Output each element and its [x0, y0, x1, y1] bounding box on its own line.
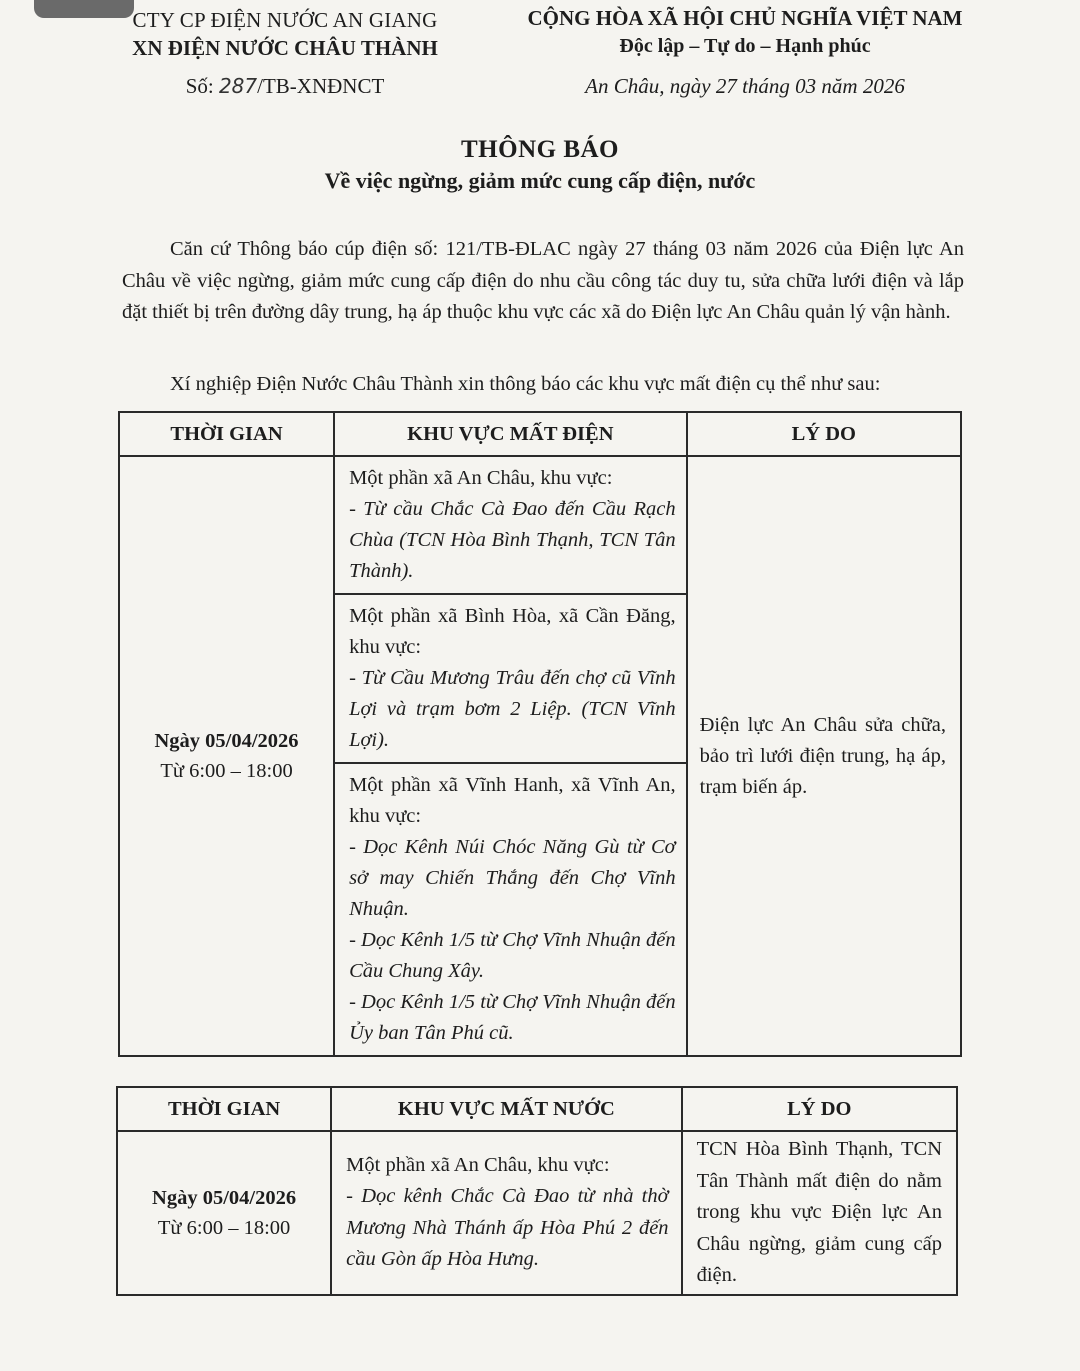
water-time-cell	[117, 1131, 331, 1295]
header-reason: LÝ DO	[682, 1087, 957, 1131]
paragraph-intro: Xí nghiệp Điện Nước Châu Thành xin thông báo các khu vực mất điện cụ thể như sau:	[170, 373, 881, 395]
outage-hours: Từ 6:00 – 18:00	[160, 760, 293, 782]
doc-no-handwritten: 287	[218, 74, 258, 98]
table-row	[119, 456, 961, 1056]
area-line: - Từ Cầu Mương Trâu đến chợ cũ Vĩnh Lợi và trạm bơm 2 Liệp. (TCN Vĩnh Lợi).	[349, 667, 676, 751]
area-line: - Từ cầu Chắc Cà Đao đến Cầu Rạch Chùa (TCN Hòa Bình Thạnh, TCN Tân Thành).	[349, 498, 676, 582]
header-right	[500, 4, 990, 100]
outage-time-cell	[119, 456, 334, 1056]
nation-title: CỘNG HÒA XÃ HỘI CHỦ NGHĨA VIỆT NAM	[527, 6, 963, 30]
header-area: KHU VỰC MẤT NƯỚC	[331, 1087, 681, 1131]
water-date: Ngày 05/04/2026	[152, 1186, 297, 1209]
table-row	[117, 1131, 957, 1295]
outage-area-cell	[334, 456, 687, 1056]
outage-date: Ngày 05/04/2026	[154, 730, 299, 752]
company-name: CTY CP ĐIỆN NƯỚC AN GIANG	[132, 8, 438, 32]
header-area: KHU VỰC MẤT ĐIỆN	[334, 412, 687, 456]
area-line: - Dọc Kênh Núi Chóc Năng Gù từ Cơ sở may Chiến Thắng đến Chợ Vĩnh Nhuận.	[349, 836, 676, 920]
area-block	[335, 457, 686, 593]
header-time: THỜI GIAN	[119, 412, 334, 456]
document-title: THÔNG BÁO	[461, 136, 619, 163]
area-block	[335, 762, 686, 1055]
unit-name: XN ĐIỆN NƯỚC CHÂU THÀNH	[132, 36, 438, 60]
power-outage-table	[118, 411, 962, 1057]
area-line: - Dọc Kênh 1/5 từ Chợ Vĩnh Nhuận đến Ủy ban Tân Phú cũ.	[349, 991, 676, 1044]
area-intro: Một phần xã Bình Hòa, xã Cần Đăng, khu vực:	[349, 605, 676, 658]
place-date: An Châu, ngày 27 tháng 03 năm 2026	[585, 74, 905, 98]
outage-reason-cell: Điện lực An Châu sửa chữa, bảo trì lưới điện trung, hạ áp, trạm biến áp.	[687, 456, 961, 1056]
document-number	[100, 72, 470, 100]
national-motto: Độc lập – Tự do – Hạnh phúc	[619, 35, 871, 57]
area-intro: Một phần xã An Châu, khu vực:	[349, 467, 613, 489]
header-left	[100, 6, 470, 100]
table-header-row	[119, 412, 961, 456]
area-intro: Một phần xã Vĩnh Hanh, xã Vĩnh An, khu vực:	[349, 774, 676, 827]
water-outage-table	[116, 1086, 958, 1296]
doc-no-suffix: /TB-XNĐNCT	[257, 74, 385, 98]
doc-no-prefix: Số:	[185, 74, 219, 98]
header-time: THỜI GIAN	[117, 1087, 331, 1131]
area-line: - Dọc kênh Chắc Cà Đao từ nhà thờ Mương Nhà Thánh ấp Hòa Phú 2 đến cầu Gòn ấp Hòa Hưng.	[346, 1185, 669, 1271]
paragraph-basis: Căn cứ Thông báo cúp điện số: 121/TB-ĐLAC ngày 27 tháng 03 năm 2026 của Điện lực An Châu về việc ngừng, giảm mức cung cấp điện do nhu cầu công tác duy tu, sửa chữa lưới điện và lắp đặt thiết bị trên đường dây trung, hạ áp thuộc khu vực các xã do Điện lực An Châu quản lý vận hành.	[122, 238, 964, 323]
area-block	[332, 1144, 680, 1282]
area-block	[335, 593, 686, 762]
water-hours: Từ 6:00 – 18:00	[157, 1216, 291, 1239]
water-reason-cell: TCN Hòa Bình Thạnh, TCN Tân Thành mất điện do nằm trong khu vực Điện lực An Châu ngừng, giảm cung cấp điện.	[682, 1131, 957, 1295]
table-header-row	[117, 1087, 957, 1131]
document-subtitle: Về việc ngừng, giảm mức cung cấp điện, nước	[324, 168, 756, 193]
area-intro: Một phần xã An Châu, khu vực:	[346, 1153, 610, 1176]
area-line: - Dọc Kênh 1/5 từ Chợ Vĩnh Nhuận đến Cầu Chung Xây.	[349, 929, 676, 982]
water-area-cell	[331, 1131, 681, 1295]
header-reason: LÝ DO	[687, 412, 961, 456]
